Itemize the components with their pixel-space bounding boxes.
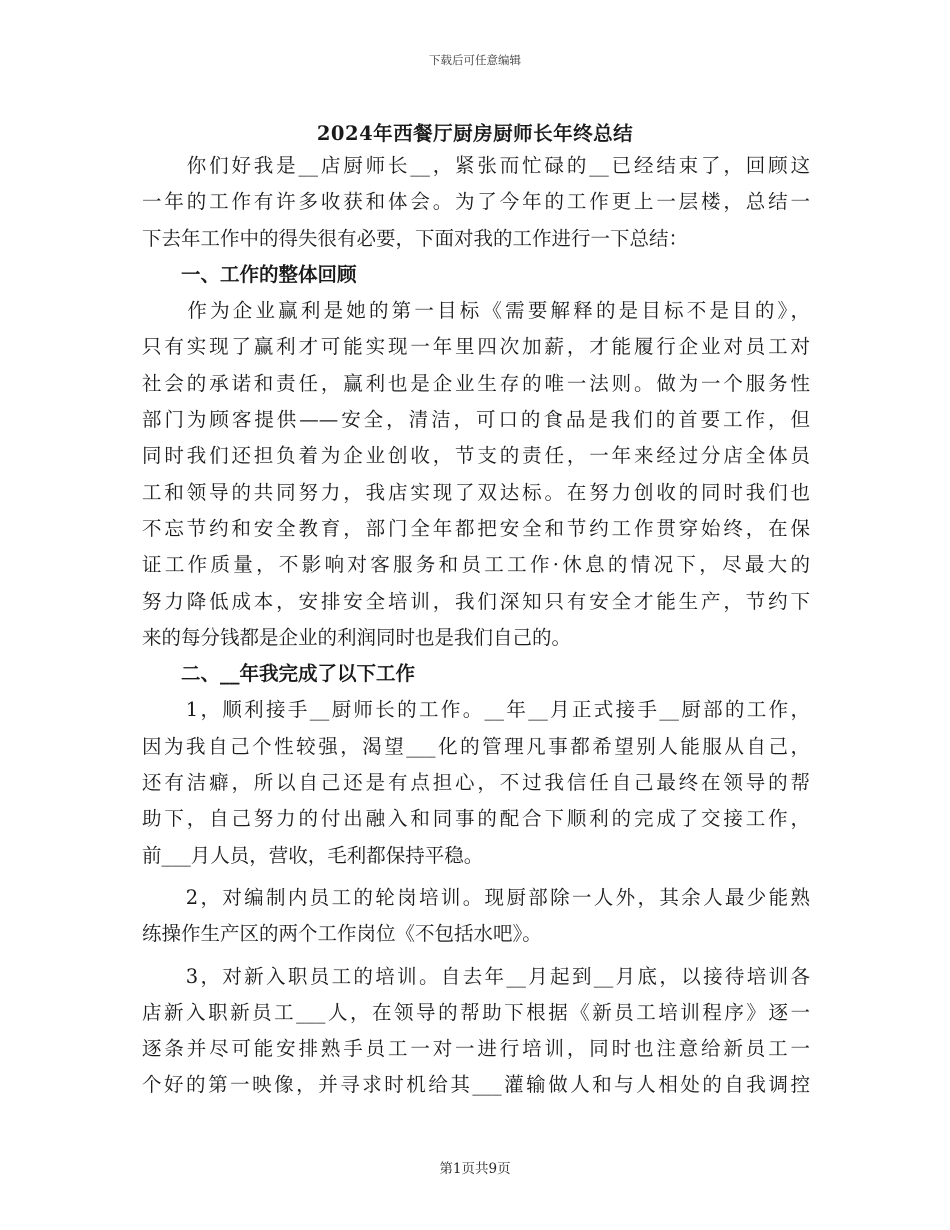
section1-line: 证工作质量，不影响对客服务和员工工作·休息的情况下，尽最大的 — [142, 553, 810, 577]
item3-line: 个好的第一映像，并寻求时机给其___灌输做人和与人相处的自我调控 — [142, 1073, 810, 1097]
document-title: 2024年西餐厅厨房厨师长年终总结 — [316, 122, 634, 145]
section1-line: 同时我们还担负着为企业创收，节支的责任，一年来经过分店全体员 — [142, 444, 810, 468]
item3-line: 3，对新入职员工的培训。自去年__月起到__月底，以接待培训各 — [142, 964, 810, 988]
intro-line: 你们好我是__店厨师长__，紧张而忙碌的__已经结束了，回顾这 — [142, 154, 810, 177]
item3-line: 逐条并尽可能安排熟手员工一对一进行培训，同时也注意给新员工一 — [142, 1037, 810, 1061]
section1-line: 作为企业赢利是她的第一目标《需要解释的是目标不是目的》， — [142, 299, 810, 323]
item2-line: 2，对编制内员工的轮岗培训。现厨部除一人外，其余人最少能熟 — [142, 885, 810, 909]
section1-line: 部门为顾客提供——安全，清洁，可口的食品是我们的首要工作，但 — [142, 408, 810, 432]
page-header-note: 下载后可任意编辑 — [429, 53, 521, 67]
item1-line: 1，顺利接手__厨师长的工作。__年__月正式接手__厨部的工作， — [142, 698, 810, 722]
section1-line: 不忘节约和安全教育，部门全年都把安全和节约工作贯穿始终，在保 — [142, 516, 810, 540]
item1-line: 助下，自己努力的付出融入和同事的配合下顺利的完成了交接工作， — [142, 807, 810, 831]
item2-line: 练操作生产区的两个工作岗位《不包括水吧》。 — [142, 922, 542, 946]
item1-line: 还有洁癖，所以自己还是有点担心，不过我信任自己最终在领导的帮 — [142, 771, 810, 795]
document-body — [142, 148, 810, 1104]
section1-line: 努力降低成本，安排安全培训，我们深知只有安全才能生产，节约下 — [142, 589, 810, 613]
section1-line: 工和领导的共同努力，我店实现了双达标。在努力创收的同时我们也 — [142, 480, 810, 504]
section1-line: 来的每分钱都是企业的利润同时也是我们自己的。 — [142, 625, 572, 649]
page-number: 第1页共9页 — [439, 1161, 511, 1177]
section1-line: 社会的承诺和责任，赢利也是企业生存的唯一法则。做为一个服务性 — [142, 371, 810, 395]
item1-line: 前___月人员，营收，毛利都保持平稳。 — [142, 843, 484, 867]
section-heading-2: 二、__年我完成了以下工作 — [142, 662, 416, 686]
item3-line: 店新入职新员工___人，在领导的帮助下根据《新员工培训程序》逐一 — [142, 1000, 810, 1024]
intro-line: 下去年工作中的得失很有必要，下面对我的工作进行一下总结： — [142, 226, 689, 250]
item1-line: 因为我自己个性较强，渴望___化的管理凡事都希望别人能服从自己， — [142, 734, 810, 758]
section-heading-1: 一、工作的整体回顾 — [142, 262, 357, 286]
intro-line: 一年的工作有许多收获和体会。为了今年的工作更上一层楼，总结一 — [142, 190, 810, 214]
section1-line: 只有实现了赢利才可能实现一年里四次加薪，才能履行企业对员工对 — [142, 335, 810, 359]
